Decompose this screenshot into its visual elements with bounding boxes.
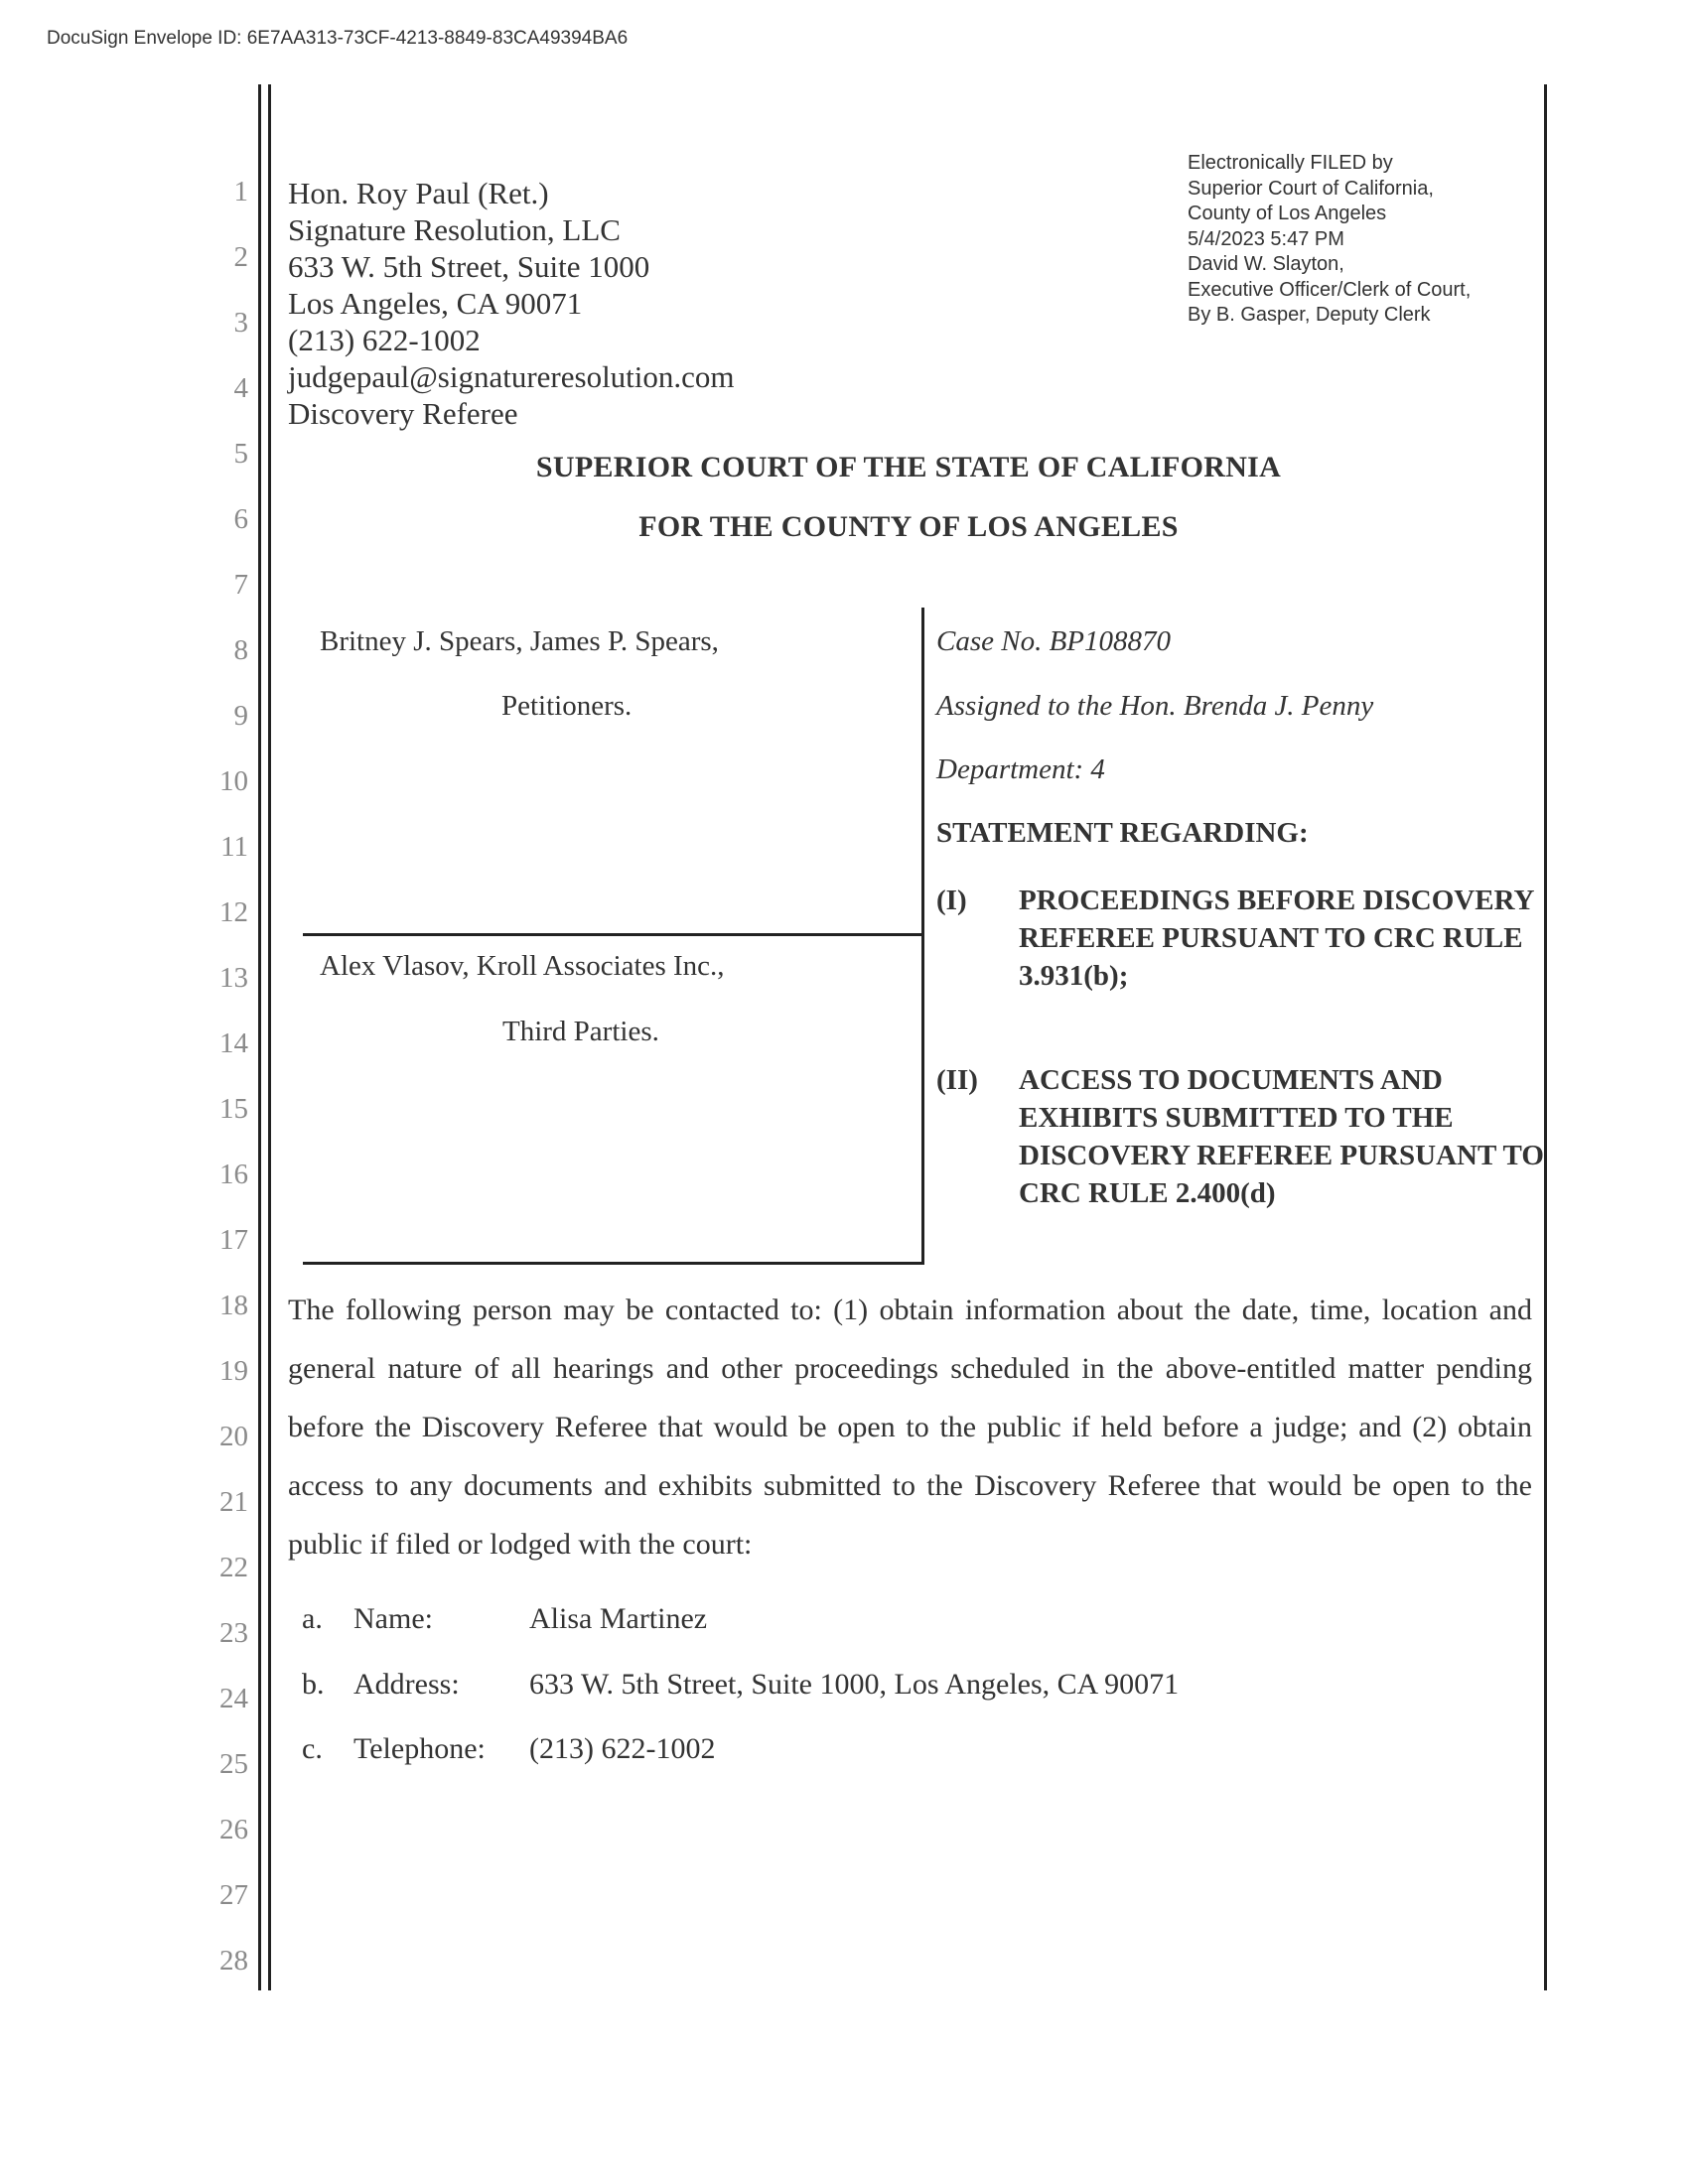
court-heading-line1: SUPERIOR COURT OF THE STATE OF CALIFORNIA (535, 451, 1282, 483)
statement-item-text: PROCEEDINGS BEFORE DISCOVERY REFEREE PURSUANT TO CRC RULE 3.931(b); (1019, 885, 1534, 992)
line-number: 14 (219, 1027, 248, 1059)
contact-value: Alisa Martinez (529, 1602, 708, 1635)
line-number: 22 (219, 1552, 248, 1583)
line-number: 2 (233, 241, 248, 273)
line-number: 6 (233, 503, 248, 535)
line-number: 24 (219, 1683, 248, 1714)
line-number: 23 (219, 1617, 248, 1649)
line-number: 21 (219, 1486, 248, 1518)
line-number: 15 (219, 1093, 248, 1125)
contact-label: Name: (353, 1602, 433, 1635)
line-number: 26 (219, 1814, 248, 1845)
line-number: 17 (219, 1224, 248, 1256)
filing-stamp-line: 5/4/2023 5:47 PM (1188, 227, 1344, 250)
statement-item-number: (I) (936, 885, 967, 916)
left-margin-rule-inner (268, 84, 271, 1990)
department: Department: 4 (936, 753, 1105, 785)
referee-phone: (213) 622-1002 (288, 323, 481, 357)
referee-name: Hon. Roy Paul (Ret.) (288, 176, 549, 210)
statement-heading: STATEMENT REGARDING: (936, 817, 1309, 849)
referee-city: Los Angeles, CA 90071 (288, 286, 583, 321)
filing-stamp-line: Electronically FILED by (1188, 152, 1393, 174)
contact-letter: a. (302, 1602, 323, 1635)
filing-stamp-line: Superior Court of California, (1188, 177, 1434, 200)
line-number: 28 (219, 1945, 248, 1977)
filing-stamp-line: David W. Slayton, (1188, 253, 1344, 275)
petitioners-role: Petitioners. (501, 690, 633, 722)
court-heading-line2: FOR THE COUNTY OF LOS ANGELES (638, 510, 1179, 543)
line-number: 5 (233, 438, 248, 470)
right-margin-rule (1544, 84, 1547, 1990)
docusign-envelope-id: DocuSign Envelope ID: 6E7AA313-73CF-4213-8849-83CA49394BA6 (47, 28, 629, 49)
contact-label: Telephone: (353, 1732, 486, 1765)
statement-item-text: ACCESS TO DOCUMENTS AND EXHIBITS SUBMITTED TO THE DISCOVERY REFEREE PURSUANT TO CRC RULE 2.400(d) (1019, 1064, 1544, 1209)
contact-letter: b. (302, 1668, 325, 1701)
line-number: 20 (219, 1421, 248, 1452)
line-number: 25 (219, 1748, 248, 1780)
petitioners-names: Britney J. Spears, James P. Spears, (320, 625, 719, 657)
statement-item-number: (II) (936, 1064, 978, 1096)
filing-stamp (1188, 151, 1471, 329)
line-number: 1 (233, 176, 248, 207)
filing-stamp-line: County of Los Angeles (1188, 203, 1387, 224)
assigned-judge: Assigned to the Hon. Brenda J. Penny (936, 690, 1374, 722)
third-parties-role: Third Parties. (502, 1016, 659, 1047)
third-parties-names: Alex Vlasov, Kroll Associates Inc., (320, 950, 725, 982)
caption-bottom-rule (303, 1262, 924, 1265)
referee-title: Discovery Referee (288, 396, 518, 431)
case-number: Case No. BP108870 (936, 625, 1172, 657)
line-number: 9 (233, 700, 248, 732)
referee-street: 633 W. 5th Street, Suite 1000 (288, 249, 650, 284)
referee-email: judgepaul@signatureresolution.com (288, 359, 735, 394)
line-number: 13 (219, 962, 248, 994)
line-number: 12 (219, 896, 248, 928)
line-number: 3 (233, 307, 248, 339)
contact-letter: c. (302, 1732, 323, 1765)
line-number: 10 (219, 765, 248, 797)
left-margin-rule-outer (258, 84, 261, 1990)
filing-stamp-line: By B. Gasper, Deputy Clerk (1188, 304, 1431, 326)
line-number: 7 (233, 569, 248, 601)
referee-address-block (288, 175, 735, 432)
line-number: 19 (219, 1355, 248, 1387)
body-paragraph: The following person may be contacted to: (1) obtain information about the date, time, location and general nature of all hearings and other proceedings scheduled in the above-entitled matter pending before the Discovery Referee that would be open to the public if held before a judge; and (2) obtain access to any documents and exhibits submitted to the Discovery Referee that would be open to the public if filed or lodged with the court: (288, 1294, 1532, 1561)
line-number: 11 (220, 831, 248, 863)
line-number: 4 (233, 372, 248, 404)
line-number: 16 (219, 1159, 248, 1190)
contact-value: (213) 622-1002 (529, 1732, 716, 1765)
caption-vertical-rule (921, 608, 924, 1265)
line-number: 27 (219, 1879, 248, 1911)
contact-label: Address: (353, 1668, 460, 1701)
caption-mid-rule (303, 933, 922, 936)
line-number: 8 (233, 634, 248, 666)
contact-value: 633 W. 5th Street, Suite 1000, Los Angeles, CA 90071 (529, 1668, 1180, 1701)
line-number: 18 (219, 1290, 248, 1321)
referee-firm: Signature Resolution, LLC (288, 212, 621, 247)
filing-stamp-line: Executive Officer/Clerk of Court, (1188, 278, 1472, 301)
